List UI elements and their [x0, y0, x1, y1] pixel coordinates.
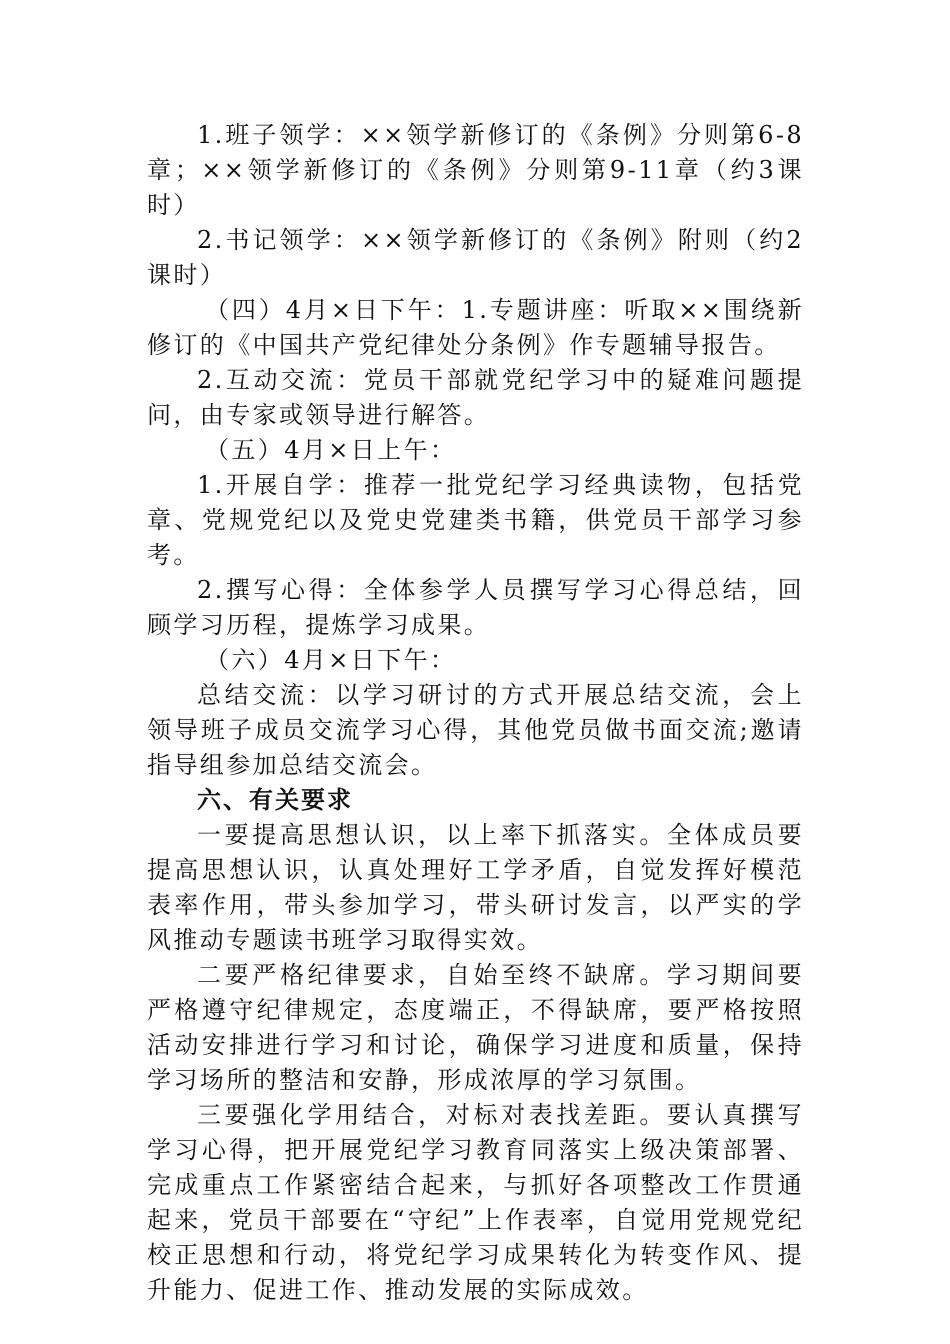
paragraph-session-four: （四）4月×日下午：1.专题讲座：听取××围绕新修订的《中国共产党纪律处分条例》作专题辅导报告。	[147, 296, 804, 359]
paragraph-requirement-two: 二要严格纪律要求，自始至终不缺席。学习期间要严格遵守纪律规定，态度端正，不得缺席，要严格按照活动安排进行学习和讨论，确保学习进度和质量，保持学习场所的整洁和安静，形成浓厚的学习氛围。	[147, 961, 804, 1094]
paragraph-class-leader-study: 1.班子领学：××领学新修订的《条例》分则第6-8章；××领学新修订的《条例》分则第9-11章（约3课时）	[147, 121, 804, 219]
paragraph-summary-exchange: 总结交流：以学习研讨的方式开展总结交流，会上领导班子成员交流学习心得，其他党员做书面交流;邀请指导组参加总结交流会。	[147, 681, 804, 779]
paragraph-session-six: （六）4月×日下午：	[205, 646, 457, 674]
paragraph-requirement-one: 一要提高思想认识，以上率下抓落实。全体成员要提高思想认识，认真处理好工学矛盾，自觉发挥好模范表率作用，带头参加学习，带头研讨发言，以严实的学风推动专题读书班学习取得实效。	[147, 821, 804, 954]
paragraph-interactive-exchange: 2.互动交流：党员干部就党纪学习中的疑难问题提问，由专家或领导进行解答。	[147, 366, 804, 429]
section-heading-requirements: 六、有关要求	[197, 786, 353, 814]
paragraph-self-study: 1.开展自学：推荐一批党纪学习经典读物，包括党章、党规党纪以及党史党建类书籍，供党员干部学习参考。	[147, 471, 804, 569]
paragraph-secretary-study: 2.书记领学：××领学新修订的《条例》附则（约2课时）	[147, 226, 804, 289]
paragraph-write-reflections: 2.撰写心得：全体参学人员撰写学习心得总结，回顾学习历程，提炼学习成果。	[147, 576, 804, 639]
paragraph-session-five: （五）4月×日上午：	[205, 436, 457, 464]
paragraph-requirement-three: 三要强化学用结合，对标对表找差距。要认真撰写学习心得，把开展党纪学习教育同落实上级决策部署、完成重点工作紧密结合起来，与抓好各项整改工作贯通起来，党员干部要在“守纪”上作表率，自觉用党规党纪校正思想和行动，将党纪学习成果转化为转变作风、提升能力、促进工作、推动发展的实际成效。	[147, 1101, 804, 1304]
